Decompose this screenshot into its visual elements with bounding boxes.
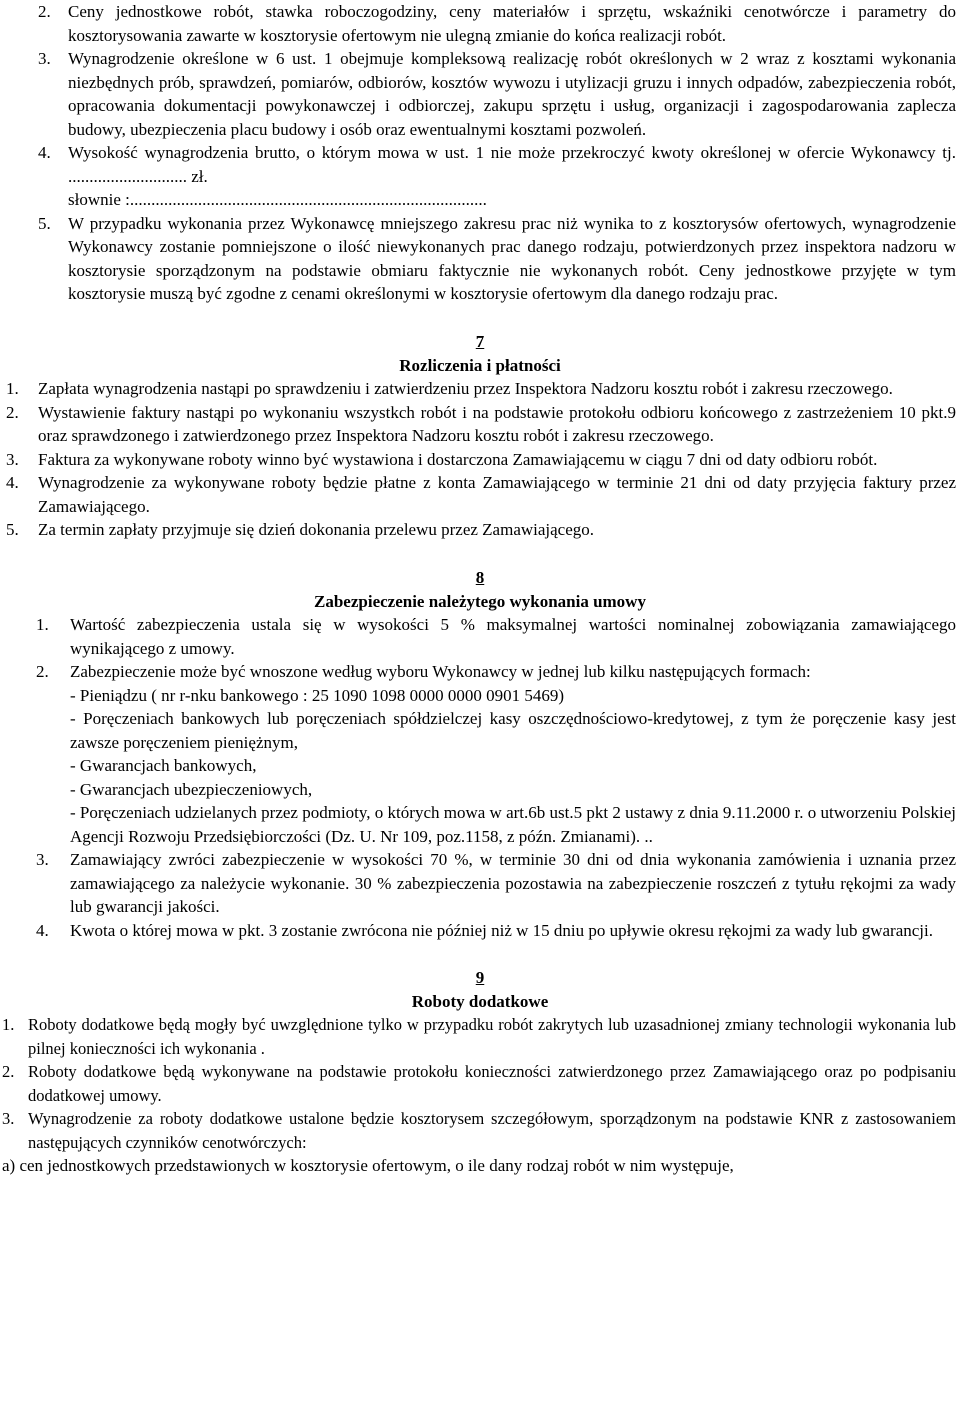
item-text: Za termin zapłaty przyjmuje się dzień dokonania przelewu przez Zamawiającego. xyxy=(38,520,595,539)
list-item xyxy=(0,919,960,943)
item-number: 1. xyxy=(36,615,49,634)
item-number: 5. xyxy=(6,520,19,539)
item-text: Zapłata wynagrodzenia nastąpi po sprawdzeniu i zatwierdzeniu przez Inspektora Nadzoru kosztu robót i zakresu rzeczowego. xyxy=(38,379,893,398)
list-item xyxy=(0,141,960,212)
item-text: Zabezpieczenie może być wnoszone według wyboru Wykonawcy w jednej lub kilku następujących formach: xyxy=(70,662,811,681)
item-text: W przypadku wykonania przez Wykonawcę mniejszego zakresu prac niż wynika to z kosztorysów ofertowych, wynagrodzenie Wykonawcy zostanie pomniejszone o ilość niewykonanych prac danego rodzaju, potwierdzonych przez inspektora nadzoru w kosztorysie sporządzonym na podstawie obmiaru faktycznie nie wykonanych robót. Ceny jednostkowe przyjęte w tym kosztorysie muszą być zgodne z cenami określonymi w kosztorysie ofertowym dla danego rodzaju prac. xyxy=(68,213,956,303)
list-item xyxy=(0,518,960,542)
list-item xyxy=(0,47,960,141)
item-number: 3. xyxy=(36,850,49,869)
section-symbol: 7 xyxy=(475,332,485,351)
item-number: 4. xyxy=(6,473,19,492)
item-number: 2. xyxy=(36,662,49,681)
sub-point-a: a) cen jednostkowych przedstawionych w kosztorysie ofertowym, o ile dany rodzaj robót w nim występuje, xyxy=(2,1156,734,1175)
section-title: Rozliczenia i płatności xyxy=(399,355,561,375)
item-text: Roboty dodatkowe będą wykonywane na podstawie protokołu konieczności zatwierdzonego przez Zamawiającego oraz po podpisaniu dodatkowej umowy. xyxy=(28,1062,956,1105)
item-number: 2. xyxy=(38,2,51,21)
item-number: 1. xyxy=(6,379,19,398)
item-number: 3. xyxy=(6,449,19,469)
item-number: 5. xyxy=(38,213,51,233)
form-option: - Gwarancjach bankowych, xyxy=(70,756,257,775)
item-number: 4. xyxy=(38,143,51,162)
list-item xyxy=(0,212,960,306)
item-number: 2. xyxy=(6,402,19,422)
list-item xyxy=(0,401,960,448)
form-option: - Pieniądzu ( nr r-nku bankowego : 25 1090 1098 0000 0000 0901 5469) xyxy=(70,685,565,705)
item-text: Wynagrodzenie za roboty dodatkowe ustalone będzie kosztorysem szczegółowym, sporządzonym na podstawie KNR z zastosowaniem następujących czynników cenotwórczych: xyxy=(28,1109,956,1152)
item-text: Zamawiający zwróci zabezpieczenie w wysokości 70 %, w terminie 30 dni od dnia wykonania zamówienia i uznania przez zamawiającego za należycie wykonanie. 30 % zabezpieczenia pozostawia na zabezpieczenie roszczeń z tytułu rękojmi za wady lub gwarancji jakości. xyxy=(70,850,956,916)
list-item xyxy=(0,1060,960,1107)
form-options-list xyxy=(70,684,956,849)
form-option: - Gwarancjach ubezpieczeniowych, xyxy=(70,779,313,799)
form-option: - Poręczeniach bankowych lub poręczeniach spółdzielczej kasy oszczędnościowo-kredytowej, z tym że poręczenie kasy jest zawsze poręczeniem pieniężnym, xyxy=(70,709,956,752)
item-text: Roboty dodatkowe będą mogły być uwzględnione tylko w przypadku robót zakrytych lub uzasadnionej zmiany technologii wykonania lub pilnej konieczności ich wykonania . xyxy=(28,1015,956,1058)
item-number: 1. xyxy=(2,1015,15,1034)
item-number: 3. xyxy=(2,1109,15,1128)
list-item xyxy=(0,1107,960,1154)
section-symbol: 9 xyxy=(475,968,485,987)
list-item xyxy=(0,660,960,848)
item-text: Wynagrodzenie określone w 6 ust. 1 obejmuje kompleksową realizację robót określonych w 2 wraz z kosztami wykonania niezbędnych prób, sprawdzeń, pomiarów, odbiorów, kosztów wywozu i utylizacji gruzu i innych odpadów, zabezpieczenia robót, opracowania dokumentacji powykonawczej i odbiorczej, zakupu sprzętu i usług, organizacji i zagospodarowania zaplecza budowy, ubezpieczenia placu budowy i osób oraz ewentualnymi kosztami pozwoleń. xyxy=(68,49,956,139)
item-number: 3. xyxy=(38,49,51,68)
list-item xyxy=(0,448,960,472)
list-item xyxy=(0,471,960,518)
list-item xyxy=(0,1013,960,1060)
item-number: 4. xyxy=(36,920,49,940)
list-item xyxy=(0,377,960,401)
item-number: 2. xyxy=(2,1062,15,1081)
section-symbol: 8 xyxy=(475,568,485,587)
item-text: Wysokość wynagrodzenia brutto, o którym mowa w ust. 1 nie może przekroczyć kwoty określonej w ofercie Wykonawcy tj. ............................ zł. xyxy=(68,143,956,186)
item-text-words: słownie :.................................................................................... xyxy=(68,190,487,209)
section-title: Roboty dodatkowe xyxy=(411,991,549,1011)
form-option: - Poręczeniach udzielanych przez podmioty, o których mowa w art.6b ust.5 pkt 2 ustawy z dnia 9.11.2000 r. o utworzeniu Polskiej Agencji Rozwoju Przedsiębiorczości (Dz. U. Nr 109, poz.1158, z późn. Zmianami). .. xyxy=(70,803,956,846)
section-8 xyxy=(0,566,960,942)
section-7 xyxy=(0,330,960,542)
list-item xyxy=(0,848,960,919)
item-text: Wynagrodzenie za wykonywane roboty będzie płatne z konta Zamawiającego w terminie 21 dni od daty przyjęcia faktury przez Zamawiającego. xyxy=(38,473,956,516)
list-item xyxy=(0,0,960,47)
section-6-list xyxy=(0,0,960,306)
item-text: Faktura za wykonywane roboty winno być wystawiona i dostarczona Zamawiającemu w ciągu 7 dni od daty odbioru robót. xyxy=(38,449,878,469)
item-text: Kwota o której mowa w pkt. 3 zostanie zwrócona nie później niż w 15 dniu po upływie okresu rękojmi za wady lub gwarancji. xyxy=(70,920,933,940)
item-text: Ceny jednostkowe robót, stawka roboczogodziny, ceny materiałów i sprzętu, wskaźniki cenotwórcze i parametry do kosztorysowania zawarte w kosztorysie ofertowym nie ulegną zmianie do końca realizacji robót. xyxy=(68,2,956,45)
section-title: Zabezpieczenie należytego wykonania umowy xyxy=(314,591,646,611)
list-item xyxy=(0,613,960,660)
item-text: Wartość zabezpieczenia ustala się w wysokości 5 % maksymalnej wartości nominalnej zobowiązania zamawiającego wynikającego z umowy. xyxy=(70,615,956,658)
section-9 xyxy=(0,966,960,1178)
item-text: Wystawienie faktury nastąpi po wykonaniu wszystkch robót i na podstawie protokołu odbioru końcowego z zastrzeżeniem 10 pkt.9 oraz sprawdzonego i zatwierdzonego przez Inspektora Nadzoru kosztu robót i zakresu rzeczowego. xyxy=(38,402,956,445)
